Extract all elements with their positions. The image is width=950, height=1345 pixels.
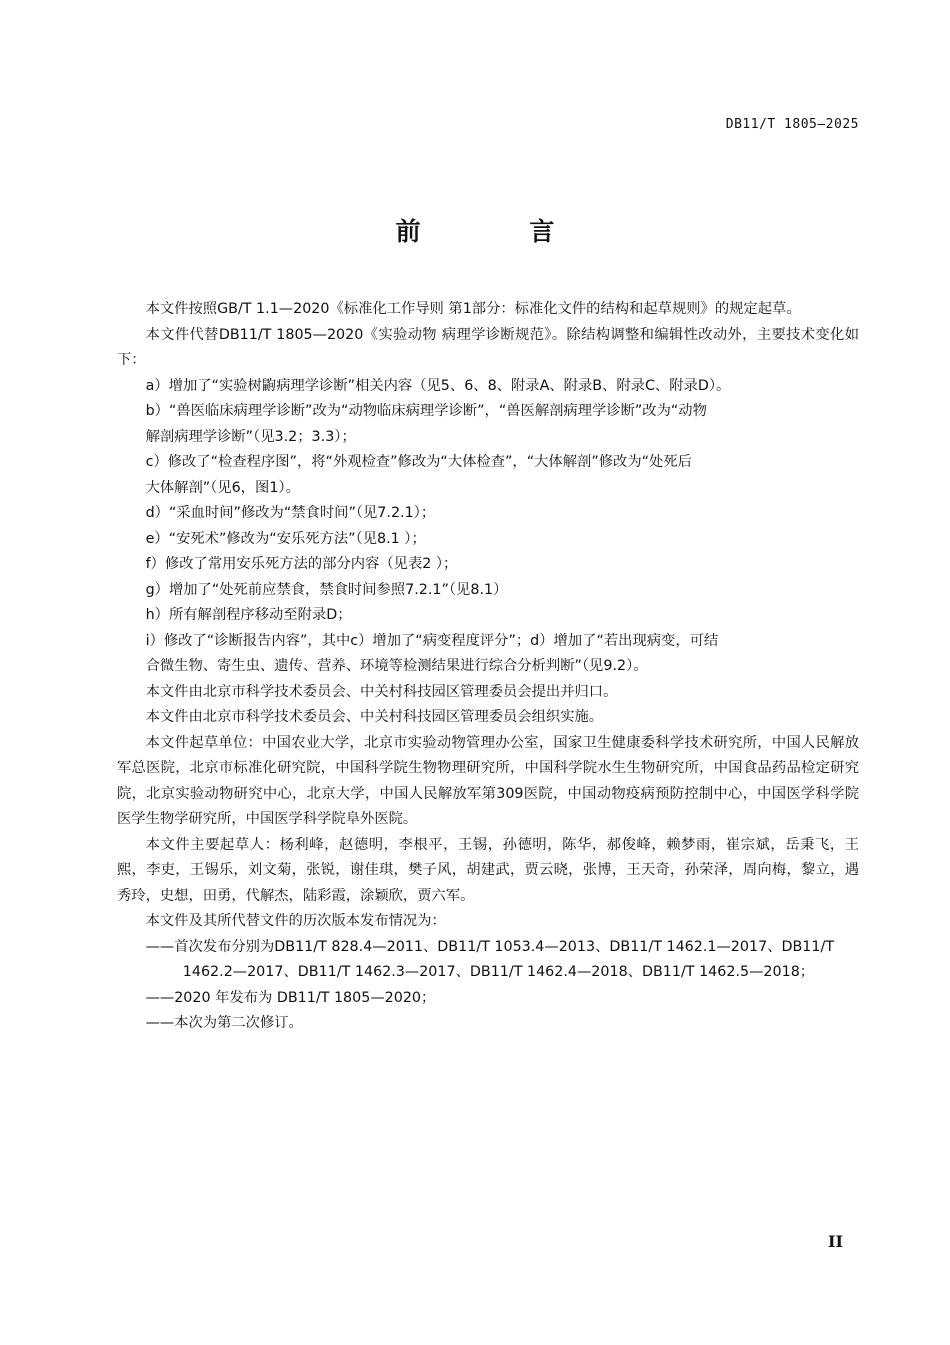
change-item-h: h）所有解剖程序移动至附录D； [145,607,352,623]
paragraph-drafters: 本文件主要起草人：杨利峰，赵德明，李根平，王锡，孙德明，陈华，郝俊峰，赖梦雨，崔宗斌，岳秉飞，王熙，李吏，王锡乐，刘文菊，张锐，谢佳琪，樊子风，胡建武，贾云晓，张博，王天奇，孙荣泽，周向梅，黎立，遇秀玲，史想，田勇，代解杰，陆彩霞，涂颖欣，贾六军。 [117,836,859,904]
history-item-current: ——本次为第二次修订。 [145,1015,303,1031]
paragraph-structure: 本文件按照GB/T 1.1—2020《标准化工作导则 第1部分：标准化文件的结构和起草规则》的规定起草。 [145,301,801,317]
paragraph-drafting-units: 本文件起草单位：中国农业大学，北京市实验动物管理办公室，国家卫生健康委科学技术研究所，中国人民解放军总医院，北京市标准化研究院，中国科学院生物物理研究所，中国科学院水生生物研究所，中国食品药品检定研究院，北京实验动物研究中心，北京大学，中国人民解放军第309医院，中国动物疫病预防控制中心，中国医学科学院医学生物学研究所，中国医学科学院阜外医院。 [117,734,859,827]
foreword-body [117,297,859,1037]
paragraph-replaces: 本文件代替DB11/T 1805—2020《实验动物 病理学诊断规范》。除结构调整和编辑性改动外，主要技术变化如下： [117,326,859,368]
history-item-first: ——首次发布分别为DB11/T 828.4—2011、DB11/T 1053.4—2013、DB11/T 1462.1—2017、DB11/T 1462.2—2017、DB11/T 1462.3—2017、DB11/T 1462.4—2018、DB11/T 1462.5—2018； [145,938,835,980]
paragraph-history-intro: 本文件及其所代替文件的历次版本发布情况为： [145,913,446,929]
change-item-c: c）修改了“检查程序图”，将“外观检查”修改为“大体检查”，“大体解剖”修改为“处死后 大体解剖”（见6，图1）。 [145,454,692,496]
change-item-b: b）“兽医临床病理学诊断”改为“动物临床病理学诊断”，“兽医解剖病理学诊断”改为“动物 解剖病理学诊断”（见3.2；3.3）； [145,403,707,445]
change-item-f: f）修改了常用安乐死方法的部分内容（见表2 ）； [145,556,458,572]
change-item-i: i）修改了“诊断报告内容”，其中c）增加了“病变程度评分”；d）增加了“若出现病变，可结 合微生物、寄生虫、遗传、营养、环境等检测结果进行综合分析判断”（见9.2）。 [145,632,719,674]
page-number: II [828,1232,843,1251]
change-item-g: g）增加了“处死前应禁食，禁食时间参照7.2.1”（见8.1） [145,581,508,598]
paragraph-implementer: 本文件由北京市科学技术委员会、中关村科技园区管理委员会组织实施。 [145,709,604,725]
change-item-a: a）增加了“实验树鼩病理学诊断”相关内容（见5、6、8、附录A、附录B、附录C、附录D）。 [145,377,731,394]
change-item-e: e）“安死术”修改为“安乐死方法”（见8.1 ）； [145,530,426,547]
document-code: DB11/T 1805—2025 [725,117,859,132]
page-title: 前 言 [395,217,605,246]
paragraph-proposer: 本文件由北京市科学技术委员会、中关村科技园区管理委员会提出并归口。 [145,683,618,700]
history-item-2020: ——2020 年发布为 DB11/T 1805—2020； [145,989,436,1006]
change-item-d: d）“采血时间”修改为“禁食时间”（见7.2.1）； [145,505,436,521]
